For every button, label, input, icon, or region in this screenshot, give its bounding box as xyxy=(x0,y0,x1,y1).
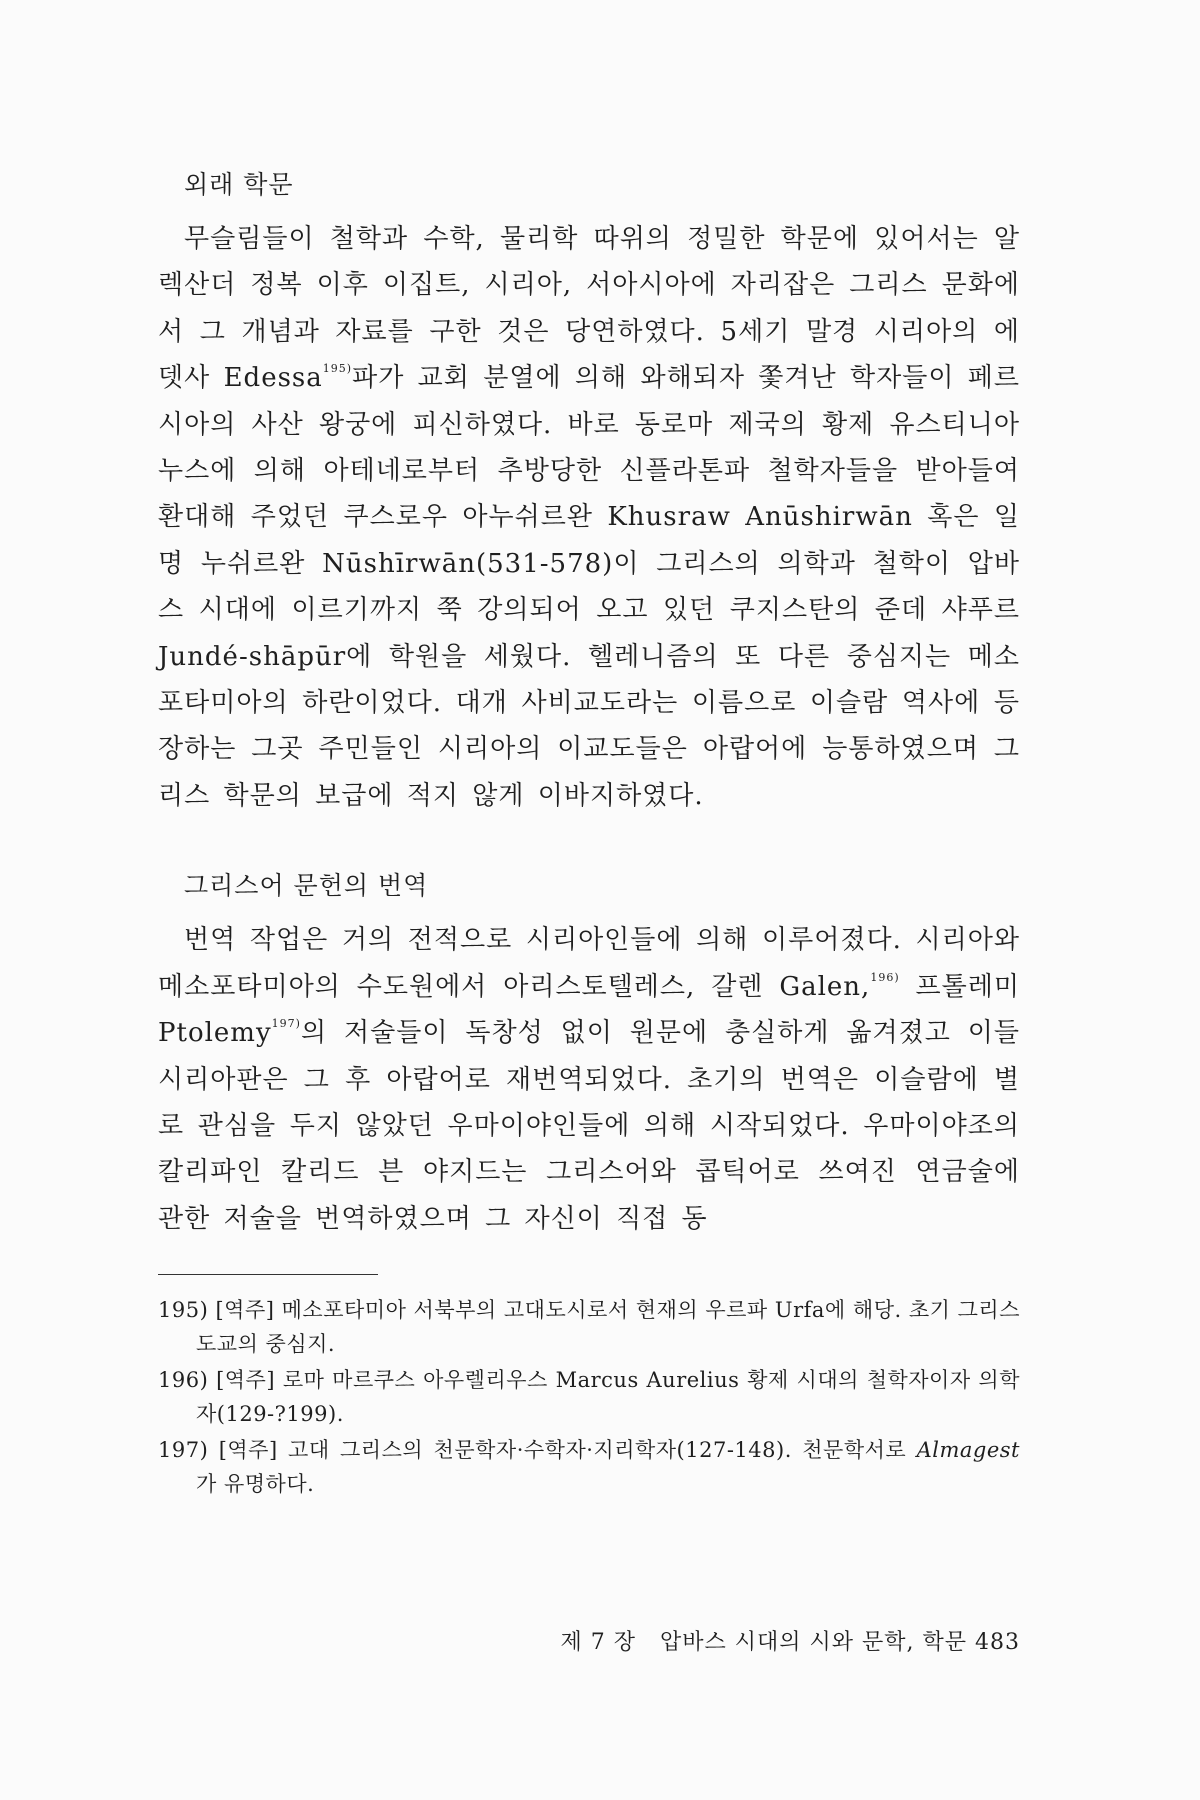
text-column xyxy=(158,168,1020,1503)
section-spacer xyxy=(158,819,1020,869)
footnote-text: [역주] 로마 마르쿠스 아우렐리우스 Marcus Aurelius 황제 시대의 철학자이자 의학자(129-?199). xyxy=(196,1368,1020,1427)
footnote-text: [역주] 메소포타미아 서북부의 고대도시로서 현재의 우르파 Urfa에 해당. 초기 그리스도교의 중심지. xyxy=(196,1298,1020,1357)
footnote-197 xyxy=(158,1433,1020,1501)
paragraph-text: 의 저술들이 독창성 없이 원문에 충실하게 옮겨졌고 이들 시리아판은 그 후 아랍어로 재번역되었다. 초기의 번역은 이슬람에 별로 관심을 두지 않았던 우마이야인들에 의해 시작되었다. 우마이야조의 칼리파인 칼리드 븐 야지드는 그리스어와 콥틱어로 쓰여진 연금술에 관한 저술을 번역하였으며 그 자신이 직접 동 xyxy=(158,1018,1020,1234)
footnote-text: 가 유명하다. xyxy=(196,1472,315,1497)
body-paragraph-2 xyxy=(158,917,1020,1242)
footnote-ref-197: 197) xyxy=(271,1017,301,1031)
chapter-title: 압바스 시대의 시와 문학, 학문 xyxy=(660,1630,967,1655)
footnote-number: 196) xyxy=(158,1368,209,1393)
paragraph-text: 무슬림들이 철학과 수학, 물리학 따위의 정밀한 학문에 있어서는 알렉산더 정복 이후 이집트, 시리아, 서아시아에 자리잡은 그리스 문화에서 그 개념과 자료를 구한 것은 당연하였다. 5세기 말경 시리아의 에뎃사 Edessa xyxy=(158,224,1020,394)
body-paragraph-1 xyxy=(158,216,1020,819)
paragraph-text: 번역 작업은 거의 전적으로 시리아인들에 의해 이루어졌다. 시리아와 메소포타미아의 수도원에서 아리스토텔레스, 갈렌 Galen, xyxy=(158,925,1020,1002)
footnote-196 xyxy=(158,1363,1020,1431)
footnote-number: 197) xyxy=(158,1438,209,1463)
footnote-195 xyxy=(158,1293,1020,1361)
footnote-number: 195) xyxy=(158,1298,209,1323)
chapter-label: 제 7 장 xyxy=(560,1630,637,1655)
running-footer xyxy=(561,1628,1020,1658)
paragraph-text: 파가 교회 분열에 의해 와해되자 쫓겨난 학자들이 페르시아의 사산 왕궁에 피신하였다. 바로 동로마 제국의 황제 유스티니아누스에 의해 아테네로부터 추방당한 신플라톤파 철학자들을 받아들여 환대해 주었던 쿠스로우 아누쉬르완 Khusraw Anūshirwān 혹은 일명 누쉬르완 Nūshīrwān(531-578)이 그리스의 의학과 철학이 압바스 시대에 이르기까지 쭉 강의되어 오고 있던 쿠지스탄의 준데 샤푸르 Jundé-shāpūr에 학원을 세웠다. 헬레니즘의 또 다른 중심지는 메소포타미아의 하란이었다. 대개 사비교도라는 이름으로 이슬람 역사에 등장하는 그곳 주민들인 시리아의 이교도들은 아랍어에 능통하였으며 그리스 학문의 보급에 적지 않게 이바지하였다. xyxy=(158,363,1021,811)
section-title-greek-translation: 그리스어 문헌의 번역 xyxy=(184,871,429,901)
footnote-ref-196: 196) xyxy=(870,970,900,984)
footnote-divider xyxy=(158,1274,378,1275)
book-title-almagest: Almagest xyxy=(916,1438,1020,1463)
section-title-foreign-learning: 외래 학문 xyxy=(184,170,294,199)
paragraph-text: 프톨레미 Ptolemy xyxy=(158,971,1020,1049)
footnote-text: [역주] 고대 그리스의 천문학자·수학자·지리학자(127-148). 천문학서로 xyxy=(218,1438,917,1463)
page-number: 483 xyxy=(975,1630,1020,1655)
footnote-ref-195: 195) xyxy=(322,362,353,376)
